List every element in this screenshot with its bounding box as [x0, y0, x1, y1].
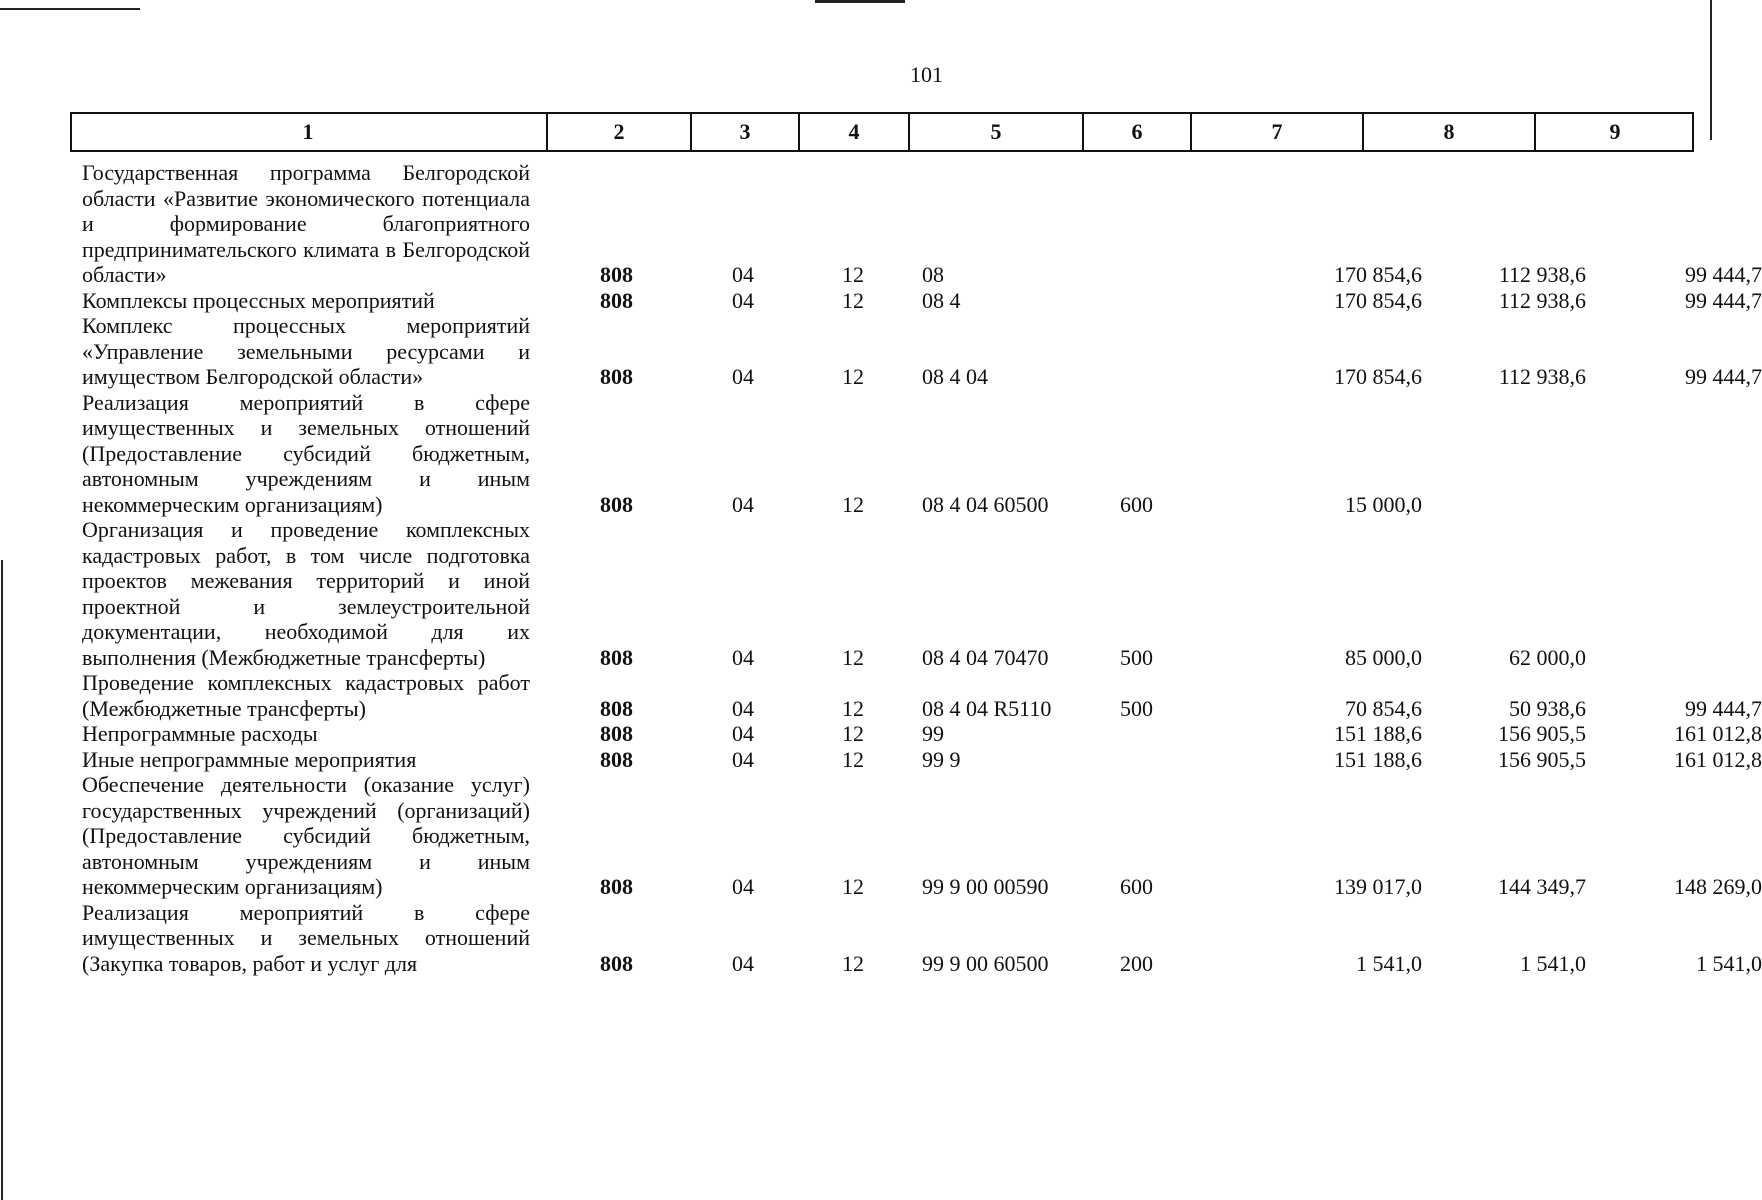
cell-col4: 12	[842, 874, 864, 899]
row-description: Проведение комплексных кадастровых работ (Межбюджетные трансферты)	[82, 670, 530, 721]
row-description: Комплексы процессных мероприятий	[82, 287, 435, 313]
cell-col7: 151 188,6	[1334, 746, 1422, 772]
cell-col2: 808	[600, 644, 633, 670]
cell-col4: 12	[842, 644, 864, 670]
table-row	[70, 390, 1694, 518]
table-row	[70, 721, 1762, 747]
cell-col9: 99 444,7	[1685, 287, 1762, 313]
cell-col9: 161 012,8	[1674, 721, 1762, 746]
cell-col8: 112 938,6	[1498, 364, 1586, 389]
table-body	[70, 160, 1762, 976]
row-description: Реализация мероприятий в сфере имущественных и земельных отношений (Закупка товаров, работ и услуг для	[82, 899, 530, 976]
col-header-2: 2	[546, 112, 690, 152]
row-description: Иные непрограммные мероприятия	[82, 746, 417, 772]
cell-col4: 12	[842, 950, 864, 976]
cell-col5: 99 9	[922, 746, 961, 772]
cell-col2: 808	[600, 364, 633, 389]
table-row	[70, 899, 1762, 977]
cell-col5: 08	[922, 262, 944, 287]
col-header-8: 8	[1362, 112, 1534, 152]
col-header-9: 9	[1534, 112, 1694, 152]
cell-col6: 500	[1120, 695, 1153, 721]
scan-artifact-top-left	[0, 8, 140, 10]
row-description: Организация и проведение комплексных кадастровых работ, в том числе подготовка проектов межевания территорий и иной проектной и землеустроительной документации, необходимой для их выполнения (Межбюджетные трансферты)	[82, 517, 530, 670]
row-description: Непрограммные расходы	[82, 721, 318, 746]
row-description: Реализация мероприятий в сфере имущественных и земельных отношений (Предоставление субсидий бюджетным, автономным учреждениям и иным некоммерческим организациям)	[82, 389, 530, 517]
cell-col3: 04	[732, 287, 754, 313]
cell-col6: 500	[1120, 644, 1153, 670]
cell-col5: 08 4	[922, 287, 961, 313]
col-header-5: 5	[908, 112, 1082, 152]
cell-col9: 99 444,7	[1685, 364, 1762, 389]
cell-col2: 808	[600, 721, 633, 746]
row-description: Обеспечение деятельности (оказание услуг) государственных учреждений (организаций) (Предоставление субсидий бюджетным, автономным учреждениям и иным некоммерческим организациям)	[82, 772, 530, 899]
cell-col6: 600	[1120, 874, 1153, 899]
cell-col7: 70 854,6	[1345, 695, 1422, 721]
row-description: Комплекс процессных мероприятий «Управление земельными ресурсами и имуществом Белгородской области»	[82, 313, 530, 389]
table-row	[70, 287, 1762, 314]
cell-col4: 12	[842, 364, 864, 389]
cell-col7: 15 000,0	[1345, 491, 1422, 517]
table-row	[70, 313, 1762, 390]
page-number: 101	[910, 62, 943, 87]
cell-col5: 99 9 00 60500	[922, 950, 1049, 976]
cell-col2: 808	[600, 746, 633, 772]
cell-col2: 808	[600, 287, 633, 313]
cell-col3: 04	[732, 721, 754, 746]
scan-artifact-left-edge	[1, 560, 3, 1200]
col-header-6: 6	[1082, 112, 1190, 152]
cell-col2: 808	[600, 695, 633, 721]
cell-col9: 99 444,7	[1685, 262, 1762, 287]
cell-col3: 04	[732, 364, 754, 389]
cell-col3: 04	[732, 491, 754, 517]
cell-col9: 99 444,7	[1685, 695, 1762, 721]
col-header-7: 7	[1190, 112, 1362, 152]
cell-col5: 08 4 04 70470	[922, 644, 1049, 670]
cell-col8: 144 349,7	[1498, 874, 1586, 899]
scan-artifact-top-center	[815, 0, 905, 3]
table-row	[70, 160, 1762, 288]
cell-col7: 139 017,0	[1334, 874, 1422, 899]
table-row	[70, 670, 1762, 721]
cell-col5: 08 4 04 60500	[922, 491, 1049, 517]
table-row	[70, 746, 1762, 773]
cell-col5: 08 4 04 R5110	[922, 695, 1052, 721]
cell-col6: 200	[1120, 950, 1153, 976]
cell-col7: 170 854,6	[1334, 287, 1422, 313]
table-header	[70, 112, 1694, 152]
cell-col9: 161 012,8	[1674, 746, 1762, 772]
cell-col4: 12	[842, 262, 864, 287]
cell-col3: 04	[732, 262, 754, 287]
cell-col3: 04	[732, 746, 754, 772]
cell-col8: 1 541,0	[1520, 950, 1586, 976]
cell-col7: 170 854,6	[1334, 364, 1422, 389]
cell-col8: 50 938,6	[1509, 695, 1586, 721]
cell-col7: 85 000,0	[1345, 644, 1422, 670]
cell-col7: 170 854,6	[1334, 262, 1422, 287]
cell-col4: 12	[842, 721, 864, 746]
col-header-3: 3	[690, 112, 798, 152]
cell-col2: 808	[600, 262, 633, 287]
cell-col2: 808	[600, 874, 633, 899]
cell-col7: 1 541,0	[1356, 950, 1422, 976]
cell-col7: 151 188,6	[1334, 721, 1422, 746]
cell-col6: 600	[1120, 491, 1153, 517]
cell-col4: 12	[842, 695, 864, 721]
cell-col2: 808	[600, 950, 633, 976]
cell-col2: 808	[600, 491, 633, 517]
cell-col3: 04	[732, 644, 754, 670]
cell-col8: 156 905,5	[1498, 721, 1586, 746]
cell-col3: 04	[732, 950, 754, 976]
cell-col3: 04	[732, 874, 754, 899]
row-description: Государственная программа Белгородской области «Развитие экономического потенциала и формирование благоприятного предпринимательского климата в Белгородской области»	[82, 160, 530, 287]
cell-col8: 62 000,0	[1509, 644, 1586, 670]
cell-col8: 112 938,6	[1498, 262, 1586, 287]
cell-col4: 12	[842, 746, 864, 772]
col-header-4: 4	[798, 112, 908, 152]
table-row	[70, 517, 1694, 670]
cell-col5: 08 4 04	[922, 364, 988, 389]
cell-col4: 12	[842, 491, 864, 517]
cell-col5: 99 9 00 00590	[922, 874, 1049, 899]
table-row	[70, 772, 1762, 900]
cell-col9: 148 269,0	[1674, 874, 1762, 899]
col-header-1: 1	[302, 119, 314, 144]
cell-col9: 1 541,0	[1696, 950, 1762, 976]
cell-col4: 12	[842, 287, 864, 313]
cell-col5: 99	[922, 721, 944, 746]
scan-artifact-right-edge	[1710, 0, 1712, 140]
cell-col3: 04	[732, 695, 754, 721]
cell-col8: 156 905,5	[1498, 746, 1586, 772]
cell-col8: 112 938,6	[1498, 287, 1586, 313]
